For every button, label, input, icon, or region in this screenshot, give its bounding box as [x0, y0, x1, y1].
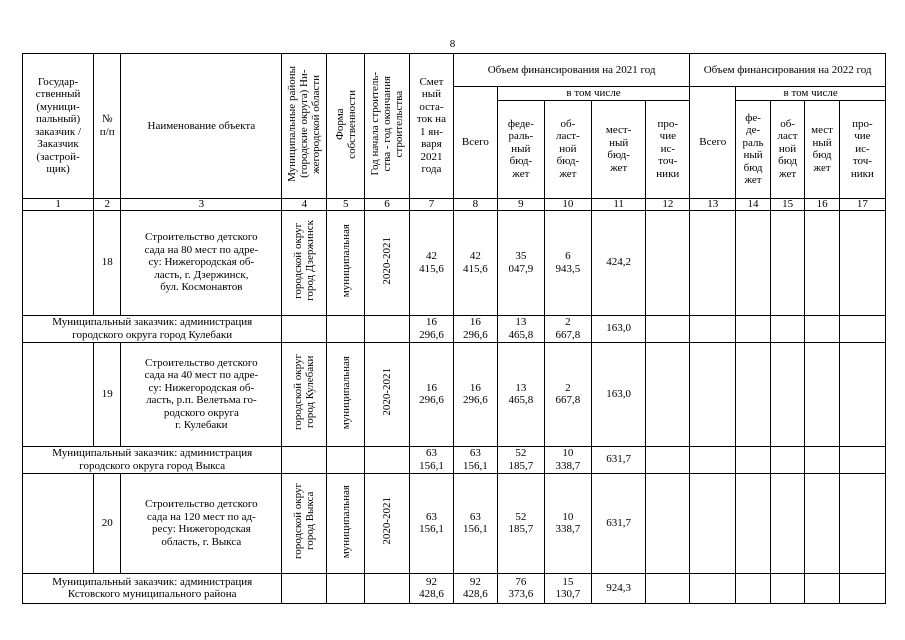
regional-2021: 15 130,7: [544, 573, 591, 603]
header-years-cell: [365, 54, 410, 199]
empty-cell: [282, 315, 327, 342]
table-row-object-20: [23, 473, 886, 573]
column-number: 14: [736, 198, 771, 210]
total-2022: [690, 473, 736, 573]
ownership-cell: [327, 473, 365, 573]
years: 2020-2021: [381, 497, 393, 546]
column-number: 4: [282, 198, 327, 210]
header-row: [23, 54, 886, 87]
column-number: 6: [365, 198, 410, 210]
ownership: муниципальная: [339, 224, 352, 298]
empty-cell: [282, 446, 327, 473]
empty-cell: [736, 446, 771, 473]
header-ownership-cell: [327, 54, 365, 199]
local-2021: 924,3: [591, 573, 645, 603]
total-2021: 16 296,6: [453, 315, 497, 342]
regional-2021: 2 667,8: [544, 342, 591, 446]
federal-2021: 35 047,9: [497, 210, 544, 315]
header-federal-2021: феде- раль- ный бюд- жет: [497, 100, 544, 198]
total-2021: 42 415,6: [453, 210, 497, 315]
local-2021: 163,0: [591, 342, 645, 446]
federal-2022: [736, 342, 771, 446]
local-2021: 163,0: [591, 315, 645, 342]
local-2021: 631,7: [591, 473, 645, 573]
empty-cell: [646, 573, 690, 603]
header-federal-2022: фе- де- раль ный бюд жет: [736, 100, 771, 198]
header-incl-2021: в том числе: [497, 87, 689, 101]
empty-cell: [805, 315, 840, 342]
empty-cell: [327, 446, 365, 473]
years-cell: [365, 210, 410, 315]
balance: 16 296,6: [409, 342, 453, 446]
header-total-2022: Всего: [690, 87, 736, 199]
regional-2022: [770, 342, 805, 446]
other-2022: [839, 473, 885, 573]
financing-table: [22, 53, 886, 604]
customer-cell: [23, 342, 94, 446]
federal-2021: 13 465,8: [497, 315, 544, 342]
other-2022: [839, 342, 885, 446]
empty-cell: [282, 573, 327, 603]
other-2021: [646, 342, 690, 446]
district-cell: [282, 210, 327, 315]
column-number: 2: [94, 198, 121, 210]
total-2021: 63 156,1: [453, 473, 497, 573]
balance: 63 156,1: [409, 446, 453, 473]
empty-cell: [805, 446, 840, 473]
header-incl-2022: в том числе: [736, 87, 886, 101]
table-row-customer-kulebaki: [23, 315, 886, 342]
column-number: 1: [23, 198, 94, 210]
empty-cell: [365, 573, 410, 603]
regional-2022: [770, 473, 805, 573]
empty-cell: [839, 315, 885, 342]
empty-cell: [327, 573, 365, 603]
federal-2021: 76 373,6: [497, 573, 544, 603]
local-2021: 424,2: [591, 210, 645, 315]
empty-cell: [365, 446, 410, 473]
row-num: 19: [94, 342, 121, 446]
regional-2021: 2 667,8: [544, 315, 591, 342]
header-total-2021: Всего: [453, 87, 497, 199]
column-number: 11: [591, 198, 645, 210]
object-name: Строительство детского сада на 120 мест по ад- ресу: Нижегородская область, г. Выкса: [121, 473, 282, 573]
header-districts-cell: [282, 54, 327, 199]
ownership: муниципальная: [339, 484, 352, 558]
years-cell: [365, 473, 410, 573]
years: 2020-2021: [381, 368, 393, 417]
empty-cell: [690, 446, 736, 473]
ownership-cell: [327, 210, 365, 315]
empty-cell: [736, 315, 771, 342]
page-number: 8: [449, 38, 456, 50]
regional-2021: 10 338,7: [544, 473, 591, 573]
column-number: 17: [839, 198, 885, 210]
column-number: 7: [409, 198, 453, 210]
other-2021: [646, 473, 690, 573]
empty-cell: [805, 573, 840, 603]
column-number: 12: [646, 198, 690, 210]
district: городской округ город Дзержинск: [292, 220, 317, 302]
customer-summary: Муниципальный заказчик: администрация городского округа город Выкса: [23, 446, 282, 473]
customer-cell: [23, 210, 94, 315]
total-2022: [690, 210, 736, 315]
header-ownership: Форма собственности: [333, 89, 358, 159]
district-cell: [282, 473, 327, 573]
balance: 92 428,6: [409, 573, 453, 603]
column-number: 9: [497, 198, 544, 210]
years-cell: [365, 342, 410, 446]
federal-2021: 52 185,7: [497, 473, 544, 573]
balance: 42 415,6: [409, 210, 453, 315]
header-local-2022: мест ный бюд жет: [805, 100, 840, 198]
local-2021: 631,7: [591, 446, 645, 473]
header-fin-2022: Объем финансирования на 2022 год: [690, 54, 886, 87]
years: 2020-2021: [381, 236, 393, 285]
empty-cell: [646, 446, 690, 473]
total-2021: 92 428,6: [453, 573, 497, 603]
header-object-name: Наименование объекта: [121, 54, 282, 199]
empty-cell: [365, 315, 410, 342]
empty-cell: [646, 315, 690, 342]
table-row-object-18: [23, 210, 886, 315]
federal-2022: [736, 473, 771, 573]
empty-cell: [690, 573, 736, 603]
district: городской округ город Выкса: [292, 483, 317, 560]
local-2022: [805, 210, 840, 315]
empty-cell: [770, 573, 805, 603]
empty-cell: [736, 573, 771, 603]
header-years: Год начала строитель- ства - год окончания строительства: [369, 72, 405, 176]
column-number: 8: [453, 198, 497, 210]
customer-summary: Муниципальный заказчик: администрация городского округа город Кулебаки: [23, 315, 282, 342]
header-regional-2022: об- ласт ной бюд жет: [770, 100, 805, 198]
regional-2022: [770, 210, 805, 315]
column-number: 3: [121, 198, 282, 210]
federal-2022: [736, 210, 771, 315]
regional-2021: 10 338,7: [544, 446, 591, 473]
ownership: муниципальная: [339, 355, 352, 429]
header-districts: Муниципальные районы (городские округа) Ни- жегородской области: [286, 66, 323, 182]
district: городской округ город Кулебаки: [292, 354, 317, 431]
table-row-customer-kstovo: [23, 573, 886, 603]
header-customer: Государ- ственный (муници- пальный) заказчик / Заказчик (застрой- щик): [23, 54, 94, 199]
federal-2021: 13 465,8: [497, 342, 544, 446]
column-number: 13: [690, 198, 736, 210]
local-2022: [805, 473, 840, 573]
balance: 16 296,6: [409, 315, 453, 342]
federal-2021: 52 185,7: [497, 446, 544, 473]
empty-cell: [770, 446, 805, 473]
table-row-customer-vyksa: [23, 446, 886, 473]
regional-2021: 6 943,5: [544, 210, 591, 315]
header-regional-2021: об- ласт- ной бюд- жет: [544, 100, 591, 198]
column-number: 15: [770, 198, 805, 210]
header-balance: Смет ный оста- ток на 1 ян- варя 2021 года: [409, 54, 453, 199]
header-other-2021: про- чие ис- точ- ники: [646, 100, 690, 198]
header-local-2021: мест- ный бюд- жет: [591, 100, 645, 198]
column-number: 5: [327, 198, 365, 210]
customer-summary: Муниципальный заказчик: администрация Кстовского муниципального района: [23, 573, 282, 603]
empty-cell: [839, 573, 885, 603]
header-other-2022: про- чие ис- точ- ники: [839, 100, 885, 198]
column-number: 10: [544, 198, 591, 210]
header-num: № п/п: [94, 54, 121, 199]
local-2022: [805, 342, 840, 446]
empty-cell: [839, 446, 885, 473]
other-2021: [646, 210, 690, 315]
other-2022: [839, 210, 885, 315]
empty-cell: [327, 315, 365, 342]
empty-cell: [770, 315, 805, 342]
empty-cell: [690, 315, 736, 342]
total-2021: 63 156,1: [453, 446, 497, 473]
header-fin-2021: Объем финансирования на 2021 год: [453, 54, 689, 87]
ownership-cell: [327, 342, 365, 446]
total-2021: 16 296,6: [453, 342, 497, 446]
table-row-object-19: [23, 342, 886, 446]
object-name: Строительство детского сада на 80 мест по адре- су: Нижегородская об- ласть, г. Дзержинск, бул. Космонавтов: [121, 210, 282, 315]
row-num: 18: [94, 210, 121, 315]
object-name: Строительство детского сада на 40 мест по адре- су: Нижегородская об- ласть, р.п. Велетьма го- родского округа г. Кулебаки: [121, 342, 282, 446]
district-cell: [282, 342, 327, 446]
customer-cell: [23, 473, 94, 573]
total-2022: [690, 342, 736, 446]
row-num: 20: [94, 473, 121, 573]
column-number-row: [23, 198, 886, 210]
column-number: 16: [805, 198, 840, 210]
balance: 63 156,1: [409, 473, 453, 573]
